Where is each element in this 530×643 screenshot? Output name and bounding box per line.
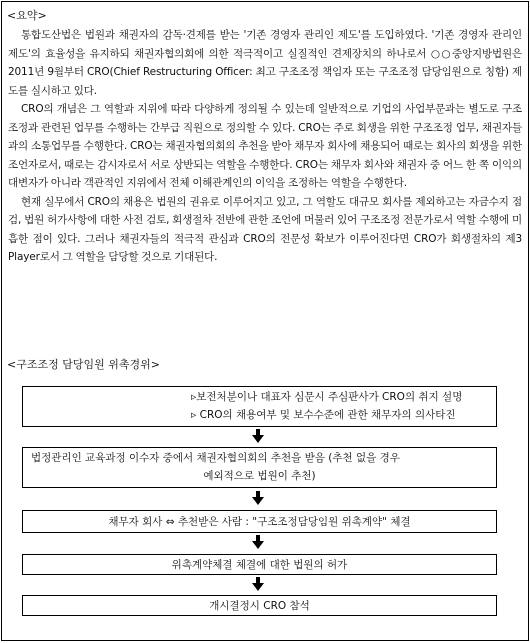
summary-paragraph-1: 통합도산법은 법원과 채권자의 감독·견제를 받는 '기존 경영자 관리인 제도'를 도입하였다. '기존 경영자 관리인 제도'의 효율성을 유지하되 채권자협의회에 의한 적극적이고 실질적인 견제장치의 하나로서 ○○중앙지방법원은 2011년 9월부터 CRO(Chief Restructuring Officer: 최고 구조조정 책임자 또는 구조조정 담당임원으로 칭함) 제도를 실시하고 있다.: [8, 29, 522, 97]
flow-step-2-line-2: 예외적으로 법원이 추천): [203, 470, 316, 482]
flow-step-5-line-1: 개시결정시 CRO 참석: [209, 600, 310, 612]
flow-step-5: [22, 595, 497, 616]
flow-step-4-line-1: 위촉계약체결 체결에 대한 법원의 허가: [171, 559, 348, 571]
flow-step-1-line-2: ▹ CRO의 채용여부 및 보수수준에 관한 채무자의 의사타진: [191, 409, 456, 421]
flow-step-1: [22, 386, 497, 427]
down-arrow-icon: [252, 535, 264, 549]
summary-paragraph-2: CRO의 개념은 그 역할과 지위에 따라 다양하게 정의될 수 있는데 일반적으로 기업의 사업부문과는 별도로 구조조정과 관련된 업무를 수행하는 간부급 직원으로 정의할 수 있다. CRO는 주로 회생을 위한 구조조정 업무, 채권자들과의 소통업무를 수행한다. CRO는 채권자협의회의 추천을 받아 채무자 회사에 채용되어 때로는 회사의 회생을 위한 조언자로서, 때로는 감시자로서 서로 상반되는 역할을 수행한다. CRO는 채무자 회사와 채권자 중 어느 한 쪽 이익의 대변자가 아니라 객관적인 지위에서 전체 이해관계인의 이익을 조정하는 역할을 수행한다.: [8, 103, 522, 189]
down-arrow-icon: [252, 577, 264, 591]
summary-body: [8, 26, 522, 267]
flow-step-1-line-1: ▹보전처분이나 대표자 심문시 주심판사가 CRO의 취지 설명: [191, 391, 463, 403]
flow-step-2: [22, 447, 497, 488]
down-arrow-icon: [252, 429, 264, 443]
document-page: [1, 1, 529, 641]
down-arrow-icon: [252, 491, 264, 505]
flow-step-3: [22, 510, 497, 533]
flow-step-3-line-1: 채무자 회사 ⇔ 추천받은 사람 : "구조조정담당임원 위촉계약" 체결: [108, 516, 411, 528]
flow-step-4: [22, 554, 497, 575]
flow-step-2-line-1: 법정관리인 교육과정 이수자 중에서 채권자협의회의 추천을 받음 (추천 없을 경우: [31, 452, 400, 464]
flow-heading: <구조조정 담당임원 위촉경위>: [7, 358, 160, 371]
summary-heading: <요약>: [7, 9, 47, 22]
summary-paragraph-3: 현재 실무에서 CRO의 채용은 법원의 권유로 이루어지고 있고, 그 역할도 대규모 회사를 제외하고는 자금수지 점검, 법원 허가사항에 대한 사전 검토, 회생절차 전반에 관한 조언에 머물러 있어 구조조정 전문가로서 역할 수행에 미흡한 점이 있다. 그러나 채권자들의 적극적 관심과 CRO의 전문성 확보가 이루어진다면 CRO가 회생절차의 제3 Player로서 그 역할을 담당할 것으로 기대된다.: [8, 195, 522, 263]
